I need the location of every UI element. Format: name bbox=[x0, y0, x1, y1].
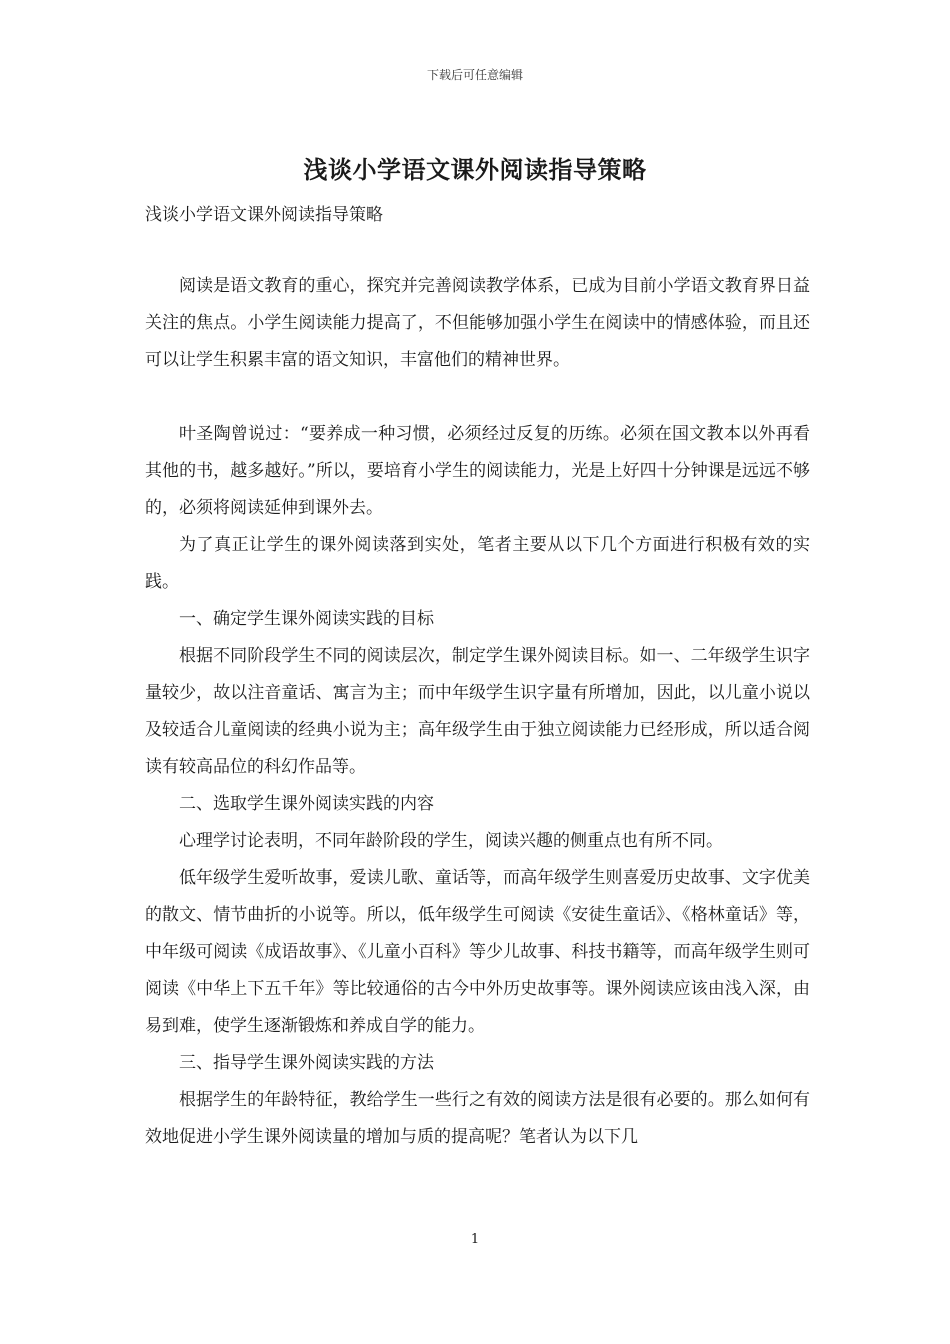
page-header-note: 下载后可任意编辑 bbox=[426, 68, 523, 82]
paragraph-goals: 根据不同阶段学生不同的阅读层次，制定学生课外阅读目标。如一、二年级学生识字量较少，故以注音童话、寓言为主；而中年级学生识字量有所增加，因此，以儿童小说以及较适合儿童阅读的经典小说为主；高年级学生由于独立阅读能力已经形成，所以适合阅读有较高品位的科幻作品等。 bbox=[145, 646, 810, 777]
paragraph-intro: 阅读是语文教育的重心，探究并完善阅读教学体系，已成为目前小学语文教育界日益关注的焦点。小学生阅读能力提高了，不但能够加强小学生在阅读中的情感体验，而且还可以让学生积累丰富的语文知识，丰富他们的精神世界。 bbox=[145, 276, 810, 370]
paragraph-content: 低年级学生爱听故事，爱读儿歌、童话等，而高年级学生则喜爱历史故事、文字优美的散文、情节曲折的小说等。所以，低年级学生可阅读《安徒生童话》、《格林童话》等，中年级可阅读《成语故事》、《儿童小百科》等少儿故事、科技书籍等，而高年级学生则可阅读《中华上下五千年》等比较通俗的古今中外历史故事等。课外阅读应该由浅入深，由易到难，使学生逐渐锻炼和养成自学的能力。 bbox=[145, 868, 810, 1036]
paragraph-methods: 根据学生的年龄特征，教给学生一些行之有效的阅读方法是很有必要的。那么如何有效地促进小学生课外阅读量的增加与质的提高呢？笔者认为以下几 bbox=[145, 1090, 810, 1147]
page-number: 1 bbox=[470, 1232, 480, 1247]
paragraph-psychology: 心理学讨论表明，不同年龄阶段的学生，阅读兴趣的侧重点也有所不同。 bbox=[179, 831, 723, 851]
paragraph-quote: 叶圣陶曾说过：“要养成一种习惯，必须经过反复的历练。必须在国文教本以外再看其他的书，越多越好。”所以，要培育小学生的阅读能力，光是上好四十分钟课是远远不够的，必须将阅读延伸到课外去。 bbox=[145, 424, 810, 518]
section-heading-methods: 三、指导学生课外阅读实践的方法 bbox=[179, 1053, 434, 1073]
document-title: 浅谈小学语文课外阅读指导策略 bbox=[303, 155, 647, 184]
document-subtitle: 浅谈小学语文课外阅读指导策略 bbox=[145, 205, 383, 225]
paragraph-practice: 为了真正让学生的课外阅读落到实处，笔者主要从以下几个方面进行积极有效的实践。 bbox=[145, 535, 810, 592]
section-heading-content: 二、选取学生课外阅读实践的内容 bbox=[179, 794, 434, 814]
document-body bbox=[145, 268, 810, 1156]
section-heading-goals: 一、确定学生课外阅读实践的目标 bbox=[179, 609, 434, 629]
